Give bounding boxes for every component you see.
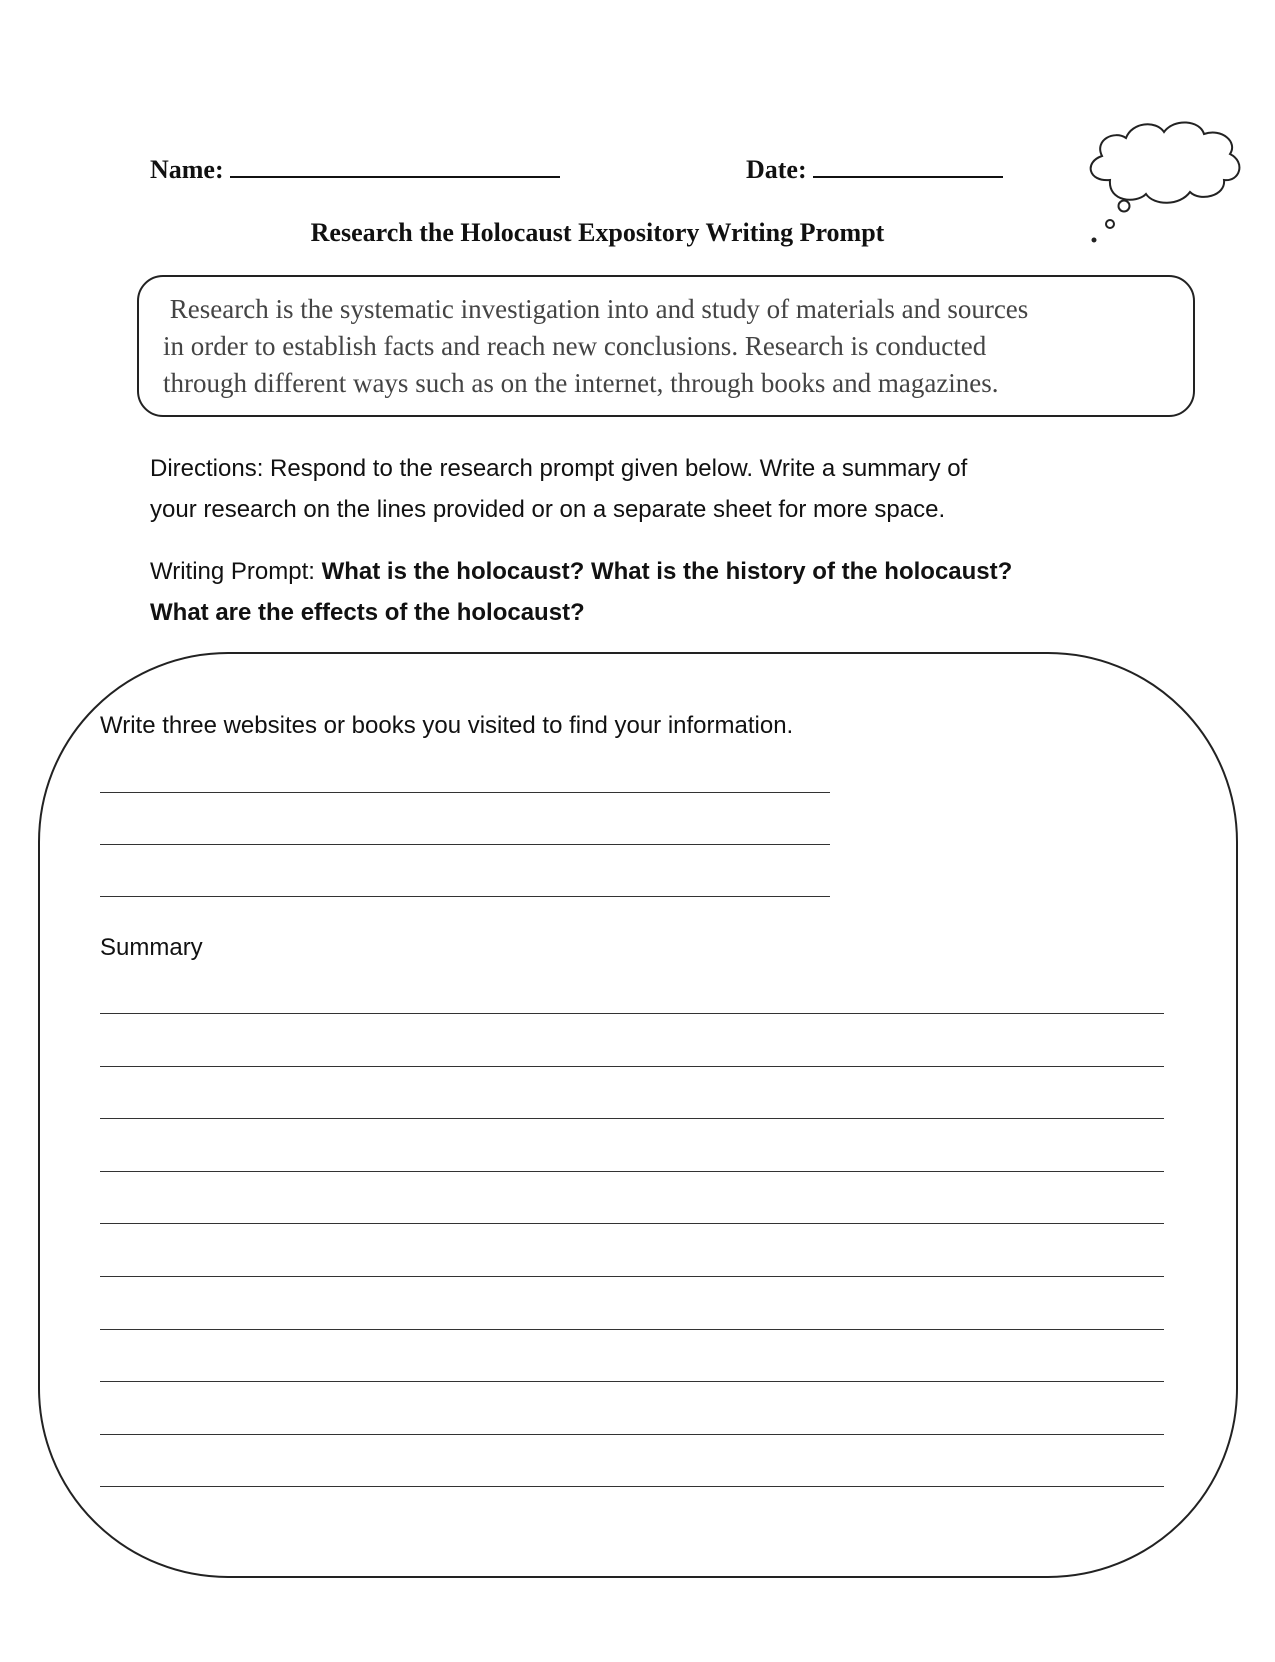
website-write-line[interactable] — [100, 792, 830, 793]
website-write-line[interactable] — [100, 896, 830, 897]
writing-prompt — [150, 551, 1160, 633]
summary-write-line[interactable] — [100, 1223, 1164, 1224]
summary-write-line[interactable] — [100, 1013, 1164, 1014]
directions-line-2: your research on the lines provided or on a separate sheet for more space. — [150, 496, 946, 523]
summary-write-line[interactable] — [100, 1276, 1164, 1277]
prompt-question-2: What are the effects of the holocaust? — [150, 599, 585, 626]
definition-box — [137, 275, 1195, 417]
summary-write-line[interactable] — [100, 1066, 1164, 1067]
summary-write-line[interactable] — [100, 1381, 1164, 1382]
date-input-line[interactable] — [813, 152, 1003, 178]
website-write-line[interactable] — [100, 844, 830, 845]
definition-line-2: in order to establish facts and reach new conclusions. Research is conducted — [163, 331, 987, 361]
summary-label: Summary — [100, 934, 203, 961]
date-label: Date: — [746, 155, 807, 184]
directions — [150, 448, 1160, 530]
name-input-line[interactable] — [230, 152, 560, 178]
summary-write-line[interactable] — [100, 1486, 1164, 1487]
prompt-line-1 — [150, 551, 1160, 592]
summary-write-line[interactable] — [100, 1329, 1164, 1330]
directions-line-1: Directions: Respond to the research prompt given below. Write a summary of — [150, 455, 968, 482]
date-field[interactable] — [746, 152, 1003, 185]
definition-line-3: through different ways such as on the internet, through books and magazines. — [163, 368, 999, 398]
name-field[interactable] — [150, 152, 560, 185]
page-title: Research the Holocaust Expository Writing Prompt — [310, 218, 885, 247]
prompt-line-2 — [150, 592, 1160, 633]
answer-box — [38, 652, 1238, 1578]
summary-write-line[interactable] — [100, 1171, 1164, 1172]
name-label: Name: — [150, 155, 224, 184]
prompt-label: Writing Prompt: — [150, 558, 322, 585]
summary-write-line[interactable] — [100, 1118, 1164, 1119]
definition-line-1: Research is the systematic investigation into and study of materials and sources — [163, 294, 1029, 324]
summary-write-line[interactable] — [100, 1434, 1164, 1435]
prompt-question-1: What is the holocaust? What is the history of the holocaust? — [321, 558, 1013, 585]
websites-label: Write three websites or books you visited to find your information. — [100, 712, 794, 739]
